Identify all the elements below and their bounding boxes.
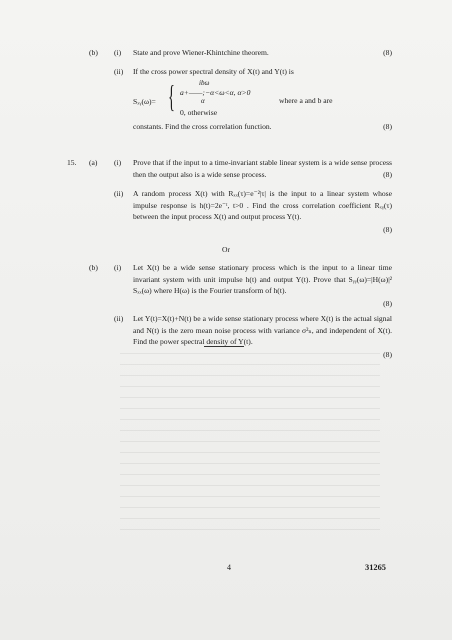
math-lhs: Sₓᵧ(ω)=	[133, 97, 156, 106]
part-label-b: (b)	[89, 48, 98, 57]
part-label-a: (a)	[89, 158, 98, 167]
math-case-1: a+——;−α<ω<α, α>0	[180, 88, 251, 97]
marks: (8)	[383, 122, 392, 131]
where-clause: where a and b are	[279, 96, 333, 105]
math-denominator: α	[201, 97, 205, 105]
sub-label-ii: (ii)	[114, 314, 124, 323]
paper-code: 31265	[365, 563, 386, 572]
question-text: State and prove Wiener-Khintchine theorem.	[133, 48, 269, 57]
sub-label-i: (i)	[114, 263, 122, 272]
or-separator: Or	[222, 245, 231, 254]
marks: (8)	[383, 350, 392, 359]
question-text: Let X(t) be a wide sense stationary process which is the input to a linear time invariant system with unit impulse h(t) and output Y(t). Prove that Sᵧᵧ(ω)=|H(ω)|² Sₓₓ(ω) where H(ω) is the Fourier transform of h(t).	[133, 263, 392, 296]
brace-glyph: {	[168, 78, 175, 114]
question-text: Let Y(t)=X(t)+N(t) be a wide sense stationary process where X(t) is the actual signal and N(t) is the zero mean noise process with variance σ²ₙ, and independent of X(t). Find the power spectral density of Y(t).	[133, 314, 392, 347]
marks: (8)	[383, 48, 392, 57]
sub-label-i: (i)	[114, 48, 122, 57]
marks: (8)	[383, 170, 392, 179]
question-number: 15.	[67, 158, 77, 167]
math-numerator: ibω	[199, 79, 210, 87]
end-rule	[204, 346, 244, 347]
question-text: A random process X(t) with Rₓₓ(τ)=e⁻²|τ| is the input to a linear system whose impulse response is h(t)=2e⁻ᵗ, t>0 . Find the cross correlation coefficient Rₓᵧ(τ) between the input process X(t) and output process Y(t).	[133, 189, 392, 222]
marks: (8)	[383, 225, 392, 234]
question-text: Prove that if the input to a time-invariant stable linear system is a wide sense process then the output also is a wide sense process.	[133, 158, 392, 179]
question-text: constants. Find the cross correlation function.	[133, 122, 272, 131]
math-case-2: 0, otherwise	[180, 108, 218, 117]
question-text: If the cross power spectral density of X(t) and Y(t) is	[133, 67, 294, 76]
bleed-through-texture	[120, 350, 380, 530]
sub-label-ii: (ii)	[114, 189, 124, 198]
sub-label-ii: (ii)	[114, 67, 124, 76]
page-number: 4	[227, 563, 231, 572]
marks: (8)	[383, 299, 392, 308]
sub-label-i: (i)	[114, 158, 122, 167]
part-label-b: (b)	[89, 263, 98, 272]
